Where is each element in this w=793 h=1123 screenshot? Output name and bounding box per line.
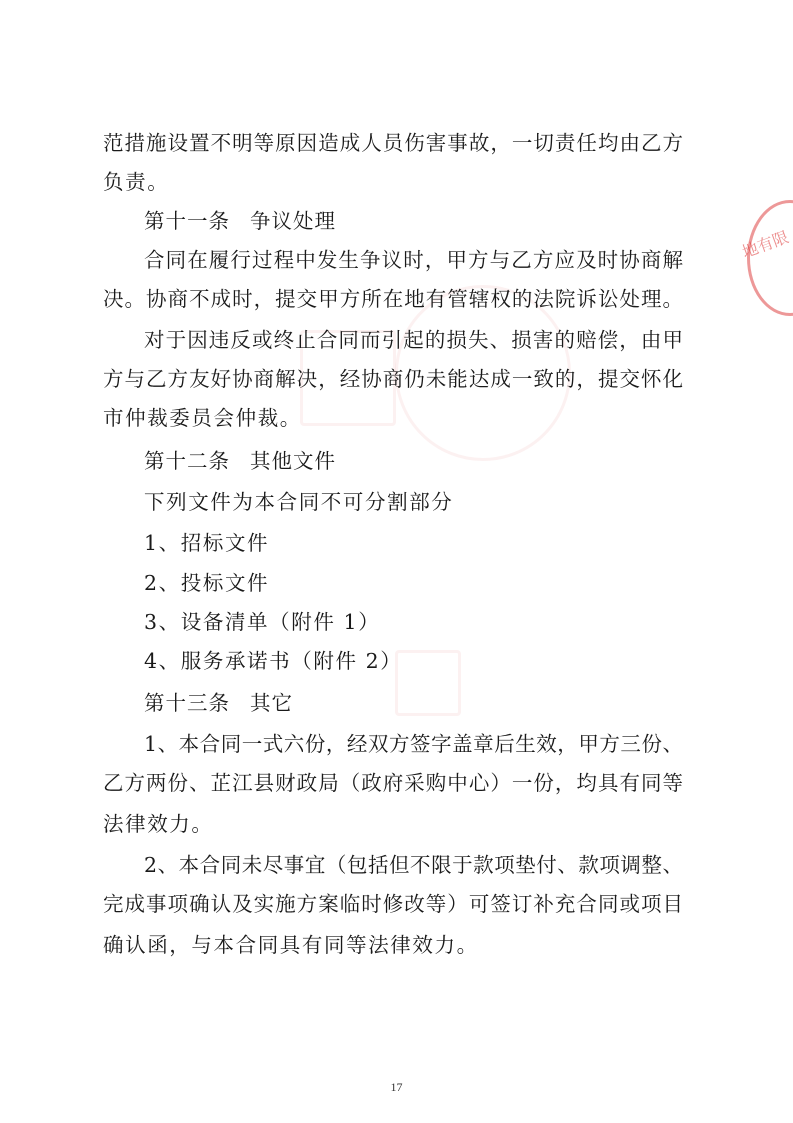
text-line: 完成事项确认及实施方案临时修改等）可签订补充合同或项目 (103, 892, 683, 916)
text-line: 1、本合同一式六份，经双方签字盖章后生效，甲方三份、 (144, 732, 683, 756)
seal-edge-text: 地有限 (739, 227, 792, 262)
article-title: 争议处理 (250, 209, 336, 233)
text-line: 市仲裁委员会仲裁。 (103, 406, 302, 430)
text-line: 决。协商不成时，提交甲方所在地有管辖权的法院诉讼处理。 (103, 287, 683, 311)
article-title: 其他文件 (250, 449, 336, 473)
article-heading-11 (144, 208, 336, 234)
article-number: 第十一条 (144, 209, 230, 233)
list-item: 1、招标文件 (144, 531, 270, 555)
faint-stamp (395, 650, 461, 716)
text-line: 对于因违反或终止合同而引起的损失、损害的赔偿，由甲 (144, 328, 683, 352)
article-heading-13 (144, 690, 293, 716)
article-number: 第十三条 (144, 691, 230, 715)
article-number: 第十二条 (144, 449, 230, 473)
text-line: 范措施设置不明等原因造成人员伤害事故，一切责任均由乙方 (103, 131, 683, 155)
list-item: 4、服务承诺书（附件 2） (144, 649, 403, 673)
text-line: 负责。 (103, 170, 170, 194)
article-heading-12 (144, 448, 336, 474)
text-line: 法律效力。 (103, 812, 214, 836)
article-title: 其它 (250, 691, 293, 715)
text-line: 乙方两份、芷江县财政局（政府采购中心）一份，均具有同等 (103, 771, 683, 795)
list-item: 2、投标文件 (144, 571, 270, 595)
text-line: 合同在履行过程中发生争议时，甲方与乙方应及时协商解 (144, 248, 683, 272)
list-item: 3、设备清单（附件 1） (144, 610, 381, 634)
text-line: 确认函，与本合同具有同等法律效力。 (103, 933, 479, 957)
text-line: 下列文件为本合同不可分割部分 (144, 490, 454, 514)
text-line: 方与乙方友好协商解决，经协商仍未能达成一致的，提交怀化 (103, 367, 683, 391)
page-number: 17 (390, 1080, 403, 1094)
text-line: 2、本合同未尽事宜（包括但不限于款项垫付、款项调整、 (144, 853, 683, 877)
